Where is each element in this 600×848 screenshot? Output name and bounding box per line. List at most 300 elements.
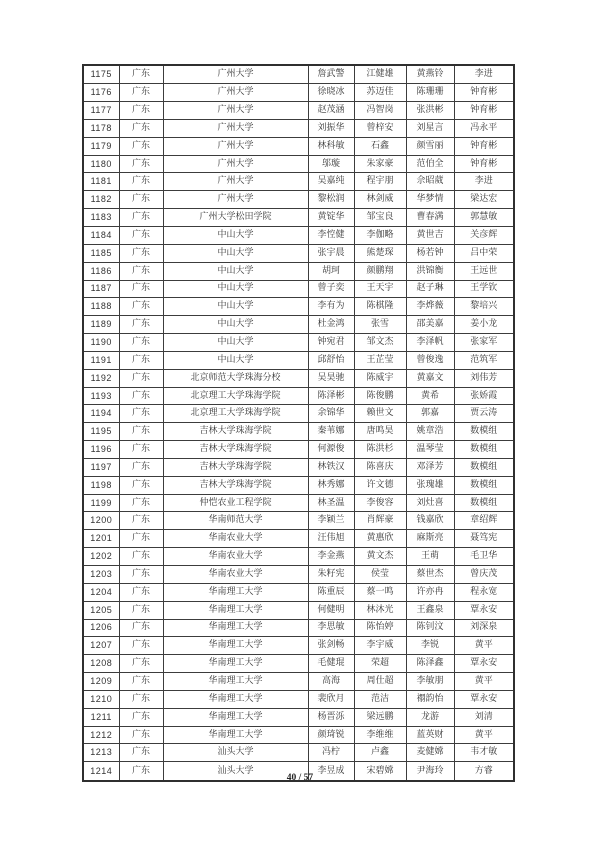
cell-province: 广东 [119, 708, 163, 726]
cell-university: 吉林大学珠海学院 [163, 423, 308, 441]
table-row [83, 84, 514, 102]
cell-name-2: 邹宝良 [354, 209, 406, 227]
cell-university: 汕头大学 [163, 744, 308, 762]
table-row [83, 173, 514, 191]
cell-row-number: 1202 [83, 548, 119, 566]
table-row [83, 583, 514, 601]
cell-name-3: 黄世吉 [406, 226, 454, 244]
cell-province: 广东 [119, 369, 163, 387]
table-row [83, 690, 514, 708]
cell-name-3: 曾俊逸 [406, 351, 454, 369]
cell-name-4: 覃永安 [454, 690, 514, 708]
cell-name-1: 李悾健 [308, 226, 354, 244]
cell-name-3: 黄嘉文 [406, 369, 454, 387]
cell-name-4: 范筑军 [454, 351, 514, 369]
cell-row-number: 1182 [83, 191, 119, 209]
cell-name-3: 邵美嘉 [406, 316, 454, 334]
cell-name-1: 李有为 [308, 298, 354, 316]
cell-university: 华南理工大学 [163, 690, 308, 708]
cell-university: 北京理工大学珠海学院 [163, 405, 308, 423]
cell-province: 广东 [119, 637, 163, 655]
table-row [83, 334, 514, 352]
cell-row-number: 1192 [83, 369, 119, 387]
cell-name-3: 温琴莹 [406, 441, 454, 459]
cell-name-1: 徐晓冰 [308, 84, 354, 102]
cell-name-3: 黄燕铃 [406, 65, 454, 84]
cell-province: 广东 [119, 84, 163, 102]
cell-name-2: 李宇威 [354, 637, 406, 655]
cell-name-2: 程宇朋 [354, 173, 406, 191]
cell-name-4: 钟育彬 [454, 84, 514, 102]
table-row [83, 601, 514, 619]
cell-name-2: 张雪 [354, 316, 406, 334]
cell-name-2: 黄惠欣 [354, 530, 406, 548]
cell-name-3: 李锐 [406, 637, 454, 655]
cell-university: 华南农业大学 [163, 566, 308, 584]
cell-university: 吉林大学珠海学院 [163, 458, 308, 476]
cell-university: 中山大学 [163, 316, 308, 334]
cell-name-4: 钟育彬 [454, 137, 514, 155]
cell-name-3: 黄希 [406, 387, 454, 405]
cell-name-3: 麦健嫦 [406, 744, 454, 762]
cell-name-4: 钟育彬 [454, 102, 514, 120]
cell-university: 广州大学 [163, 119, 308, 137]
cell-name-4: 张家军 [454, 334, 514, 352]
table-row [83, 387, 514, 405]
cell-name-1: 余锦华 [308, 405, 354, 423]
cell-name-3: 钱嘉欣 [406, 512, 454, 530]
cell-university: 华南理工大学 [163, 637, 308, 655]
cell-name-3: 赵子琳 [406, 280, 454, 298]
table-row [83, 726, 514, 744]
cell-name-2: 陈怡婷 [354, 619, 406, 637]
cell-name-3: 郭嘉 [406, 405, 454, 423]
cell-row-number: 1210 [83, 690, 119, 708]
cell-name-3: 李烨薇 [406, 298, 454, 316]
cell-name-4: 毛卫华 [454, 548, 514, 566]
table-row [83, 65, 514, 84]
cell-province: 广东 [119, 102, 163, 120]
cell-name-1: 毛健琨 [308, 655, 354, 673]
cell-university: 中山大学 [163, 262, 308, 280]
cell-name-3: 姚章浩 [406, 423, 454, 441]
cell-name-1: 冯柠 [308, 744, 354, 762]
cell-name-4: 黄平 [454, 637, 514, 655]
cell-name-1: 秦苇娜 [308, 423, 354, 441]
cell-university: 仲恺农业工程学院 [163, 494, 308, 512]
cell-name-1: 赵茂涵 [308, 102, 354, 120]
cell-name-2: 朱家豪 [354, 155, 406, 173]
table-row [83, 458, 514, 476]
cell-name-2: 赖世文 [354, 405, 406, 423]
cell-row-number: 1186 [83, 262, 119, 280]
cell-name-1: 汪伟旭 [308, 530, 354, 548]
cell-name-4: 数模组 [454, 494, 514, 512]
cell-name-3: 颜雪丽 [406, 137, 454, 155]
cell-province: 广东 [119, 690, 163, 708]
cell-university: 吉林大学珠海学院 [163, 476, 308, 494]
cell-name-2: 邹文杰 [354, 334, 406, 352]
cell-name-3: 佘昭葳 [406, 173, 454, 191]
cell-name-1: 何健明 [308, 601, 354, 619]
cell-name-1: 李金燕 [308, 548, 354, 566]
cell-name-2: 陈洪杉 [354, 441, 406, 459]
cell-name-4: 王远世 [454, 262, 514, 280]
cell-row-number: 1203 [83, 566, 119, 584]
table-row [83, 494, 514, 512]
cell-name-1: 杜金鸿 [308, 316, 354, 334]
table-row [83, 298, 514, 316]
cell-province: 广东 [119, 65, 163, 84]
cell-province: 广东 [119, 512, 163, 530]
cell-name-1: 吴嘉纯 [308, 173, 354, 191]
cell-name-4: 曾庆茂 [454, 566, 514, 584]
cell-province: 广东 [119, 137, 163, 155]
cell-name-1: 林科敏 [308, 137, 354, 155]
cell-name-1: 邱舒怡 [308, 351, 354, 369]
cell-row-number: 1175 [83, 65, 119, 84]
cell-university: 中山大学 [163, 244, 308, 262]
cell-name-3: 龙游 [406, 708, 454, 726]
cell-name-1: 林铁汉 [308, 458, 354, 476]
cell-row-number: 1195 [83, 423, 119, 441]
cell-province: 广东 [119, 673, 163, 691]
table-row [83, 673, 514, 691]
cell-name-3: 禤韵怡 [406, 690, 454, 708]
cell-name-4: 覃永安 [454, 601, 514, 619]
cell-province: 广东 [119, 441, 163, 459]
cell-name-2: 林剑威 [354, 191, 406, 209]
cell-name-3: 王鑫泉 [406, 601, 454, 619]
table-row [83, 441, 514, 459]
cell-university: 华南理工大学 [163, 655, 308, 673]
cell-name-3: 邓泽芳 [406, 458, 454, 476]
cell-university: 汕头大学 [163, 762, 308, 781]
cell-name-2: 荣超 [354, 655, 406, 673]
cell-university: 华南理工大学 [163, 583, 308, 601]
cell-row-number: 1188 [83, 298, 119, 316]
cell-name-2: 陈威宇 [354, 369, 406, 387]
cell-name-3: 洪锦衡 [406, 262, 454, 280]
cell-university: 中山大学 [163, 280, 308, 298]
table-row [83, 369, 514, 387]
cell-row-number: 1209 [83, 673, 119, 691]
table-row [83, 476, 514, 494]
cell-row-number: 1176 [83, 84, 119, 102]
cell-name-1: 李昱成 [308, 762, 354, 781]
cell-row-number: 1206 [83, 619, 119, 637]
cell-university: 华南农业大学 [163, 530, 308, 548]
cell-university: 吉林大学珠海学院 [163, 441, 308, 459]
cell-name-3: 尹海玲 [406, 762, 454, 781]
cell-province: 广东 [119, 262, 163, 280]
cell-row-number: 1204 [83, 583, 119, 601]
cell-province: 广东 [119, 476, 163, 494]
cell-university: 广州大学 [163, 191, 308, 209]
cell-university: 中山大学 [163, 351, 308, 369]
table-row [83, 137, 514, 155]
cell-row-number: 1200 [83, 512, 119, 530]
cell-name-4: 冯永平 [454, 119, 514, 137]
cell-name-1: 李颖兰 [308, 512, 354, 530]
cell-row-number: 1183 [83, 209, 119, 227]
cell-name-2: 梁远鹏 [354, 708, 406, 726]
cell-university: 中山大学 [163, 298, 308, 316]
cell-province: 广东 [119, 458, 163, 476]
cell-name-1: 张剑畅 [308, 637, 354, 655]
cell-name-4: 李进 [454, 65, 514, 84]
cell-row-number: 1194 [83, 405, 119, 423]
cell-name-1: 裴欣月 [308, 690, 354, 708]
cell-province: 广东 [119, 334, 163, 352]
cell-name-1: 詹武警 [308, 65, 354, 84]
cell-row-number: 1213 [83, 744, 119, 762]
cell-row-number: 1185 [83, 244, 119, 262]
table-row [83, 637, 514, 655]
cell-row-number: 1178 [83, 119, 119, 137]
cell-name-2: 陈棋隆 [354, 298, 406, 316]
cell-name-4: 姜小龙 [454, 316, 514, 334]
table-row [83, 548, 514, 566]
table-row [83, 655, 514, 673]
cell-name-1: 吴昊驰 [308, 369, 354, 387]
cell-name-4: 聂笃宪 [454, 530, 514, 548]
cell-row-number: 1190 [83, 334, 119, 352]
cell-province: 广东 [119, 583, 163, 601]
cell-name-2: 李俊容 [354, 494, 406, 512]
cell-province: 广东 [119, 298, 163, 316]
table-row [83, 708, 514, 726]
cell-name-2: 范洁 [354, 690, 406, 708]
cell-name-4: 黄平 [454, 726, 514, 744]
cell-name-2: 王芷莹 [354, 351, 406, 369]
cell-name-4: 章绍辉 [454, 512, 514, 530]
cell-province: 广东 [119, 351, 163, 369]
cell-name-4: 数模组 [454, 458, 514, 476]
cell-name-2: 陈喜庆 [354, 458, 406, 476]
cell-name-1: 陈泽彬 [308, 387, 354, 405]
cell-university: 华南理工大学 [163, 601, 308, 619]
table-row [83, 226, 514, 244]
cell-row-number: 1184 [83, 226, 119, 244]
cell-university: 华南师范大学 [163, 512, 308, 530]
cell-name-1: 陈重辰 [308, 583, 354, 601]
cell-name-2: 曾梓安 [354, 119, 406, 137]
cell-province: 广东 [119, 655, 163, 673]
cell-name-4: 梁达宏 [454, 191, 514, 209]
cell-name-4: 贾云涛 [454, 405, 514, 423]
cell-province: 广东 [119, 119, 163, 137]
cell-name-2: 蔡一鸣 [354, 583, 406, 601]
cell-province: 广东 [119, 191, 163, 209]
cell-province: 广东 [119, 494, 163, 512]
table-row [83, 566, 514, 584]
cell-province: 广东 [119, 530, 163, 548]
cell-name-3: 陈珊珊 [406, 84, 454, 102]
table-row [83, 280, 514, 298]
cell-name-4: 李进 [454, 173, 514, 191]
cell-name-2: 熊楚琛 [354, 244, 406, 262]
cell-row-number: 1211 [83, 708, 119, 726]
cell-name-3: 李泽帆 [406, 334, 454, 352]
cell-university: 广州大学 [163, 155, 308, 173]
cell-name-4: 刘清 [454, 708, 514, 726]
cell-row-number: 1180 [83, 155, 119, 173]
cell-university: 华南理工大学 [163, 708, 308, 726]
cell-name-3: 王萌 [406, 548, 454, 566]
cell-province: 广东 [119, 726, 163, 744]
cell-province: 广东 [119, 423, 163, 441]
cell-name-2: 卢鑫 [354, 744, 406, 762]
cell-province: 广东 [119, 209, 163, 227]
cell-province: 广东 [119, 601, 163, 619]
cell-name-3: 刘灶喜 [406, 494, 454, 512]
cell-row-number: 1207 [83, 637, 119, 655]
cell-name-4: 吕中荣 [454, 244, 514, 262]
cell-name-3: 杨若钟 [406, 244, 454, 262]
cell-row-number: 1205 [83, 601, 119, 619]
cell-name-2: 李维维 [354, 726, 406, 744]
table-row [83, 351, 514, 369]
cell-university: 华南农业大学 [163, 548, 308, 566]
cell-name-1: 林秀娜 [308, 476, 354, 494]
cell-row-number: 1197 [83, 458, 119, 476]
cell-university: 华南理工大学 [163, 726, 308, 744]
cell-province: 广东 [119, 387, 163, 405]
cell-name-2: 颜鹏翔 [354, 262, 406, 280]
cell-name-1: 黄锭华 [308, 209, 354, 227]
cell-name-3: 张瑰雄 [406, 476, 454, 494]
cell-name-2: 林沐光 [354, 601, 406, 619]
cell-name-2: 石鑫 [354, 137, 406, 155]
cell-name-4: 方睿 [454, 762, 514, 781]
cell-row-number: 1201 [83, 530, 119, 548]
page-number: 40 / 57 [286, 773, 314, 783]
cell-name-3: 麻斯亮 [406, 530, 454, 548]
cell-name-2: 李伽略 [354, 226, 406, 244]
cell-province: 广东 [119, 244, 163, 262]
cell-province: 广东 [119, 619, 163, 637]
cell-name-3: 蓝英财 [406, 726, 454, 744]
table-row [83, 530, 514, 548]
cell-name-2: 陈俊鹏 [354, 387, 406, 405]
table-row [83, 119, 514, 137]
cell-name-1: 黎松润 [308, 191, 354, 209]
cell-name-1: 林圣温 [308, 494, 354, 512]
cell-university: 广州大学松田学院 [163, 209, 308, 227]
cell-name-1: 胡珂 [308, 262, 354, 280]
cell-row-number: 1193 [83, 387, 119, 405]
cell-name-1: 张宇晨 [308, 244, 354, 262]
cell-name-4: 数模组 [454, 476, 514, 494]
cell-province: 广东 [119, 226, 163, 244]
table-row [83, 102, 514, 120]
cell-name-4: 数模组 [454, 441, 514, 459]
cell-name-4: 刘深泉 [454, 619, 514, 637]
cell-province: 广东 [119, 405, 163, 423]
cell-row-number: 1191 [83, 351, 119, 369]
table-row [83, 744, 514, 762]
cell-university: 中山大学 [163, 334, 308, 352]
cell-province: 广东 [119, 744, 163, 762]
cell-name-1: 杨晋泺 [308, 708, 354, 726]
cell-university: 北京理工大学珠海学院 [163, 387, 308, 405]
cell-name-3: 刘星言 [406, 119, 454, 137]
cell-name-3: 李敏朋 [406, 673, 454, 691]
cell-name-1: 高海 [308, 673, 354, 691]
table-row [83, 619, 514, 637]
cell-university: 广州大学 [163, 65, 308, 84]
cell-name-2: 黄文杰 [354, 548, 406, 566]
table-row [83, 209, 514, 227]
cell-name-2: 周仕超 [354, 673, 406, 691]
cell-row-number: 1212 [83, 726, 119, 744]
cell-row-number: 1177 [83, 102, 119, 120]
cell-name-2: 肖辉豪 [354, 512, 406, 530]
cell-name-3: 陈钊汶 [406, 619, 454, 637]
cell-university: 广州大学 [163, 137, 308, 155]
cell-name-4: 数模组 [454, 423, 514, 441]
cell-name-3: 蔡世杰 [406, 566, 454, 584]
cell-name-1: 颜琦锐 [308, 726, 354, 744]
cell-province: 广东 [119, 173, 163, 191]
table-row [83, 423, 514, 441]
cell-name-3: 陈泽鑫 [406, 655, 454, 673]
cell-name-4: 韦才敏 [454, 744, 514, 762]
cell-name-2: 江健雄 [354, 65, 406, 84]
cell-row-number: 1198 [83, 476, 119, 494]
cell-name-3: 范伯全 [406, 155, 454, 173]
cell-name-2: 许文德 [354, 476, 406, 494]
cell-row-number: 1181 [83, 173, 119, 191]
cell-name-4: 覃永安 [454, 655, 514, 673]
cell-name-1: 钟宛君 [308, 334, 354, 352]
cell-row-number: 1214 [83, 762, 119, 781]
cell-province: 广东 [119, 762, 163, 781]
table-row [83, 244, 514, 262]
cell-name-4: 张娇霞 [454, 387, 514, 405]
cell-name-1: 曾子奕 [308, 280, 354, 298]
cell-name-4: 黎培兴 [454, 298, 514, 316]
cell-province: 广东 [119, 548, 163, 566]
cell-name-2: 苏迈佳 [354, 84, 406, 102]
cell-province: 广东 [119, 280, 163, 298]
cell-name-2: 冯智岗 [354, 102, 406, 120]
cell-university: 中山大学 [163, 226, 308, 244]
cell-name-4: 钟育彬 [454, 155, 514, 173]
table-row [83, 155, 514, 173]
cell-name-4: 程永宽 [454, 583, 514, 601]
cell-row-number: 1199 [83, 494, 119, 512]
cell-university: 华南理工大学 [163, 619, 308, 637]
cell-row-number: 1208 [83, 655, 119, 673]
table-row [83, 512, 514, 530]
cell-name-4: 王学钦 [454, 280, 514, 298]
table-row [83, 405, 514, 423]
cell-name-2: 侯莹 [354, 566, 406, 584]
table-row [83, 262, 514, 280]
cell-row-number: 1187 [83, 280, 119, 298]
cell-name-1: 邬璇 [308, 155, 354, 173]
cell-name-3: 张洪彬 [406, 102, 454, 120]
cell-name-1: 李思敏 [308, 619, 354, 637]
cell-university: 广州大学 [163, 84, 308, 102]
cell-name-1: 朱籽宪 [308, 566, 354, 584]
cell-row-number: 1189 [83, 316, 119, 334]
cell-university: 广州大学 [163, 102, 308, 120]
cell-row-number: 1179 [83, 137, 119, 155]
cell-name-4: 黄平 [454, 673, 514, 691]
